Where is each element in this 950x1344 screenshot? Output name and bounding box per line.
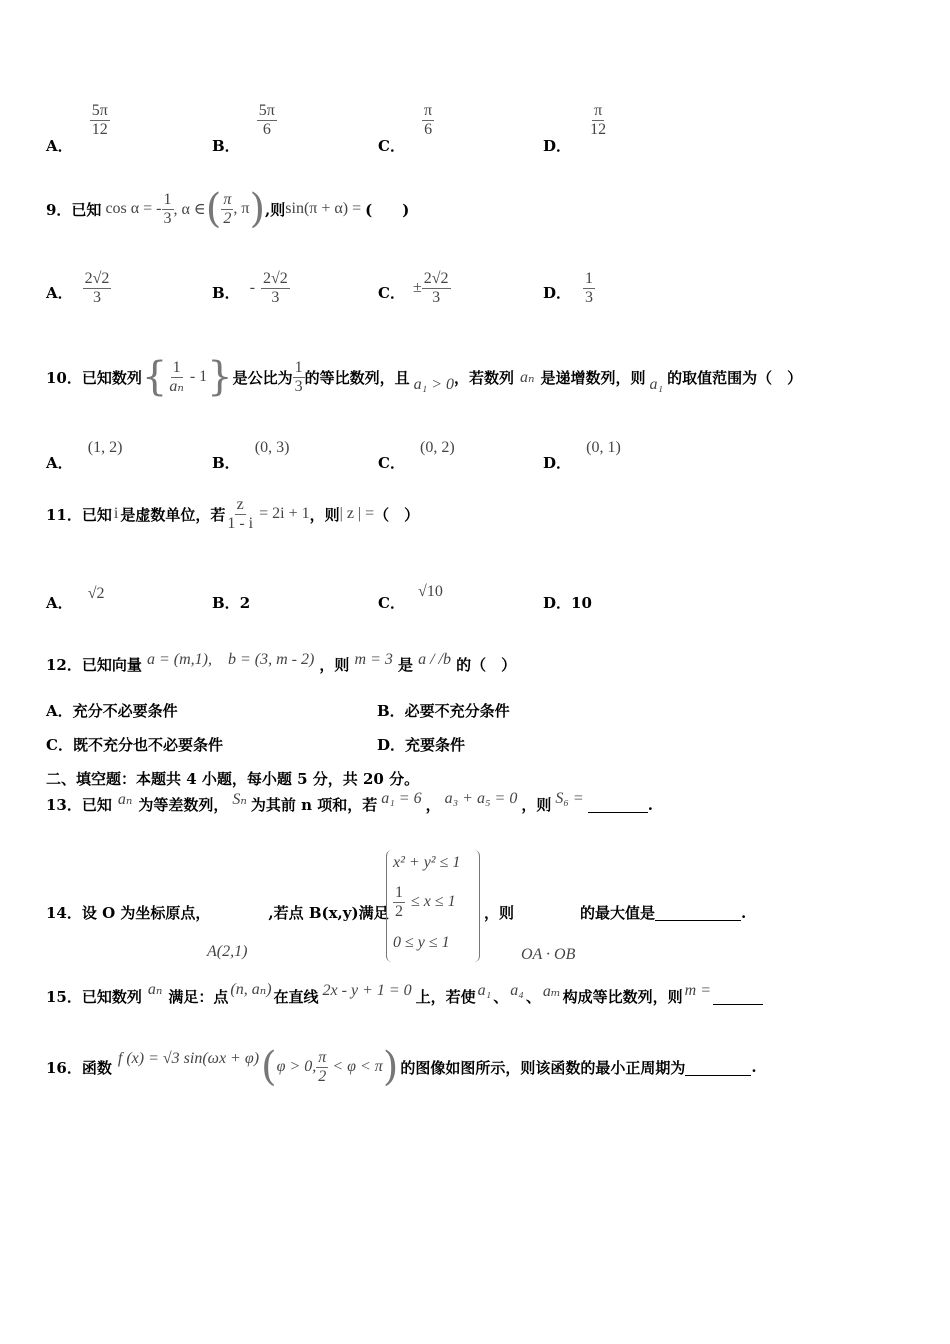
q16-stem: 16．函数 f (x) = √3 sin(ωx + φ) ( φ > 0, $\frac{\pi}{2}$ < φ < π ) 的图像如图所示，则该函数的最小正周期为 .	[46, 1044, 757, 1090]
fraction: $\frac{5\pi}{6}$	[258, 102, 275, 138]
q10-option-a: A． (1, 2)	[46, 439, 123, 472]
answer-blank	[655, 904, 741, 921]
q14-stem: 14．设 O 为坐标原点， ,若点 B(x,y)满足	[46, 904, 389, 922]
q11-option-d: D．10	[543, 594, 592, 612]
q15-stem: 15．已知数列 aₙ 满足：点 (n, aₙ) 在直线 2x - y + 1 = 0 上，若使 a₁ 、 a₄ 、 aₘ 构成等比数列，则 m =	[46, 986, 763, 1007]
q8-option-d	[543, 102, 608, 155]
dot-product: OA · OB	[521, 946, 576, 963]
fraction: $\frac{\pi}{6}$	[424, 102, 433, 138]
q12-option-d: D．充要条件	[377, 736, 466, 754]
answer-blank	[588, 796, 648, 813]
q11-option-c: C． √10	[378, 583, 443, 612]
option-label: D．	[543, 136, 572, 155]
q9-option-d: D． $\frac{1}{3}$	[543, 270, 594, 306]
answer-blank	[685, 1059, 751, 1076]
section-heading: 二、填空题：本题共 4 小题，每小题 5 分，共 20 分。	[46, 770, 420, 788]
q9-option-c: C． ± $\frac{2√2}{3}$	[378, 270, 449, 306]
constraint-system: x² + y² ≤ 1 $\frac{1}{2}$ ≤ x ≤ 1 0 ≤ y ≤ 1	[386, 850, 480, 962]
fraction: $\frac{2√2}{3}$	[84, 270, 110, 306]
option-label: A．	[46, 136, 73, 155]
fraction: $\frac{1}{2}$	[395, 884, 403, 920]
q11-option-a: A． √2	[46, 585, 105, 612]
q12-option-a: A．充分不必要条件	[46, 702, 178, 720]
fraction: $\frac{1}{3}$	[585, 270, 594, 306]
q10-option-c: C． (0, 2)	[378, 439, 455, 472]
q14-tail: ，则 的最大值是 .	[484, 903, 747, 922]
fraction: $\frac{1}{\text{aₙ}}$	[169, 358, 184, 395]
q11-stem: 11．已知 i 是虚数单位，若 $\frac{z}{1 - i}$ = 2i + 1 ，则 | z | = （ ）	[46, 496, 420, 532]
fraction: $\frac{\pi}{2}$	[223, 190, 232, 227]
fraction: $\frac{\pi}{12}$	[590, 102, 607, 138]
q8-option-a	[46, 102, 110, 155]
fraction: $\frac{1}{3}$	[294, 358, 303, 395]
option-label: C．	[378, 136, 405, 155]
q12-option-c: C．既不充分也不必要条件	[46, 736, 223, 754]
answer-blank	[713, 988, 763, 1005]
fraction: $\frac{5\pi}{12}$	[91, 102, 108, 138]
q10-stem: 10．已知数列 { $\frac{1}{\text{aₙ}}$ - 1 } 是公比为 $\frac{1}{3}$ 的等比数列，且 a₁ > 0 ，若数列 aₙ 是递增数列，则 a₁ 的取值范围为（ ）	[46, 354, 803, 400]
q9-option-b: B． - $\frac{2√2}{3}$	[212, 270, 288, 306]
q11-option-b: B．2	[212, 594, 251, 612]
q9-option-a: A． $\frac{2√2}{3}$	[46, 270, 110, 306]
q8-option-c	[378, 102, 434, 155]
option-label: B．	[212, 136, 240, 155]
fraction: $\frac{1}{3}$	[163, 190, 172, 227]
fraction: $\frac{z}{1 - i}$	[227, 496, 254, 532]
q10-option-b: B． (0, 3)	[212, 439, 290, 472]
q9-stem: 9．已知 cos α = - $\frac{1}{3}$ , α ∈ ( $\frac{\pi}{2}$ , π ) ,则 sin(π + α) = ( )	[46, 186, 410, 232]
q12-option-b: B．必要不充分条件	[377, 702, 510, 720]
q8-option-b	[212, 102, 277, 155]
q12-stem: 12．已知向量 a = (m,1), b = (3, m - 2) ，则 m = 3 是 a / /b 的（ ）	[46, 651, 517, 674]
q10-option-d: D． (0, 1)	[543, 439, 621, 472]
fraction: $\frac{2√2}{3}$	[423, 270, 449, 306]
point-a: A(2,1)	[207, 943, 248, 960]
fraction: $\frac{2√2}{3}$	[263, 270, 288, 306]
fraction: $\frac{\pi}{2}$	[318, 1048, 327, 1085]
q13-stem: 13．已知 aₙ 为等差数列， Sₙ 为其前 n 项和，若 a₁ = 6 ， a₃ + a₅ = 0 ，则 S₆ = .	[46, 789, 653, 814]
